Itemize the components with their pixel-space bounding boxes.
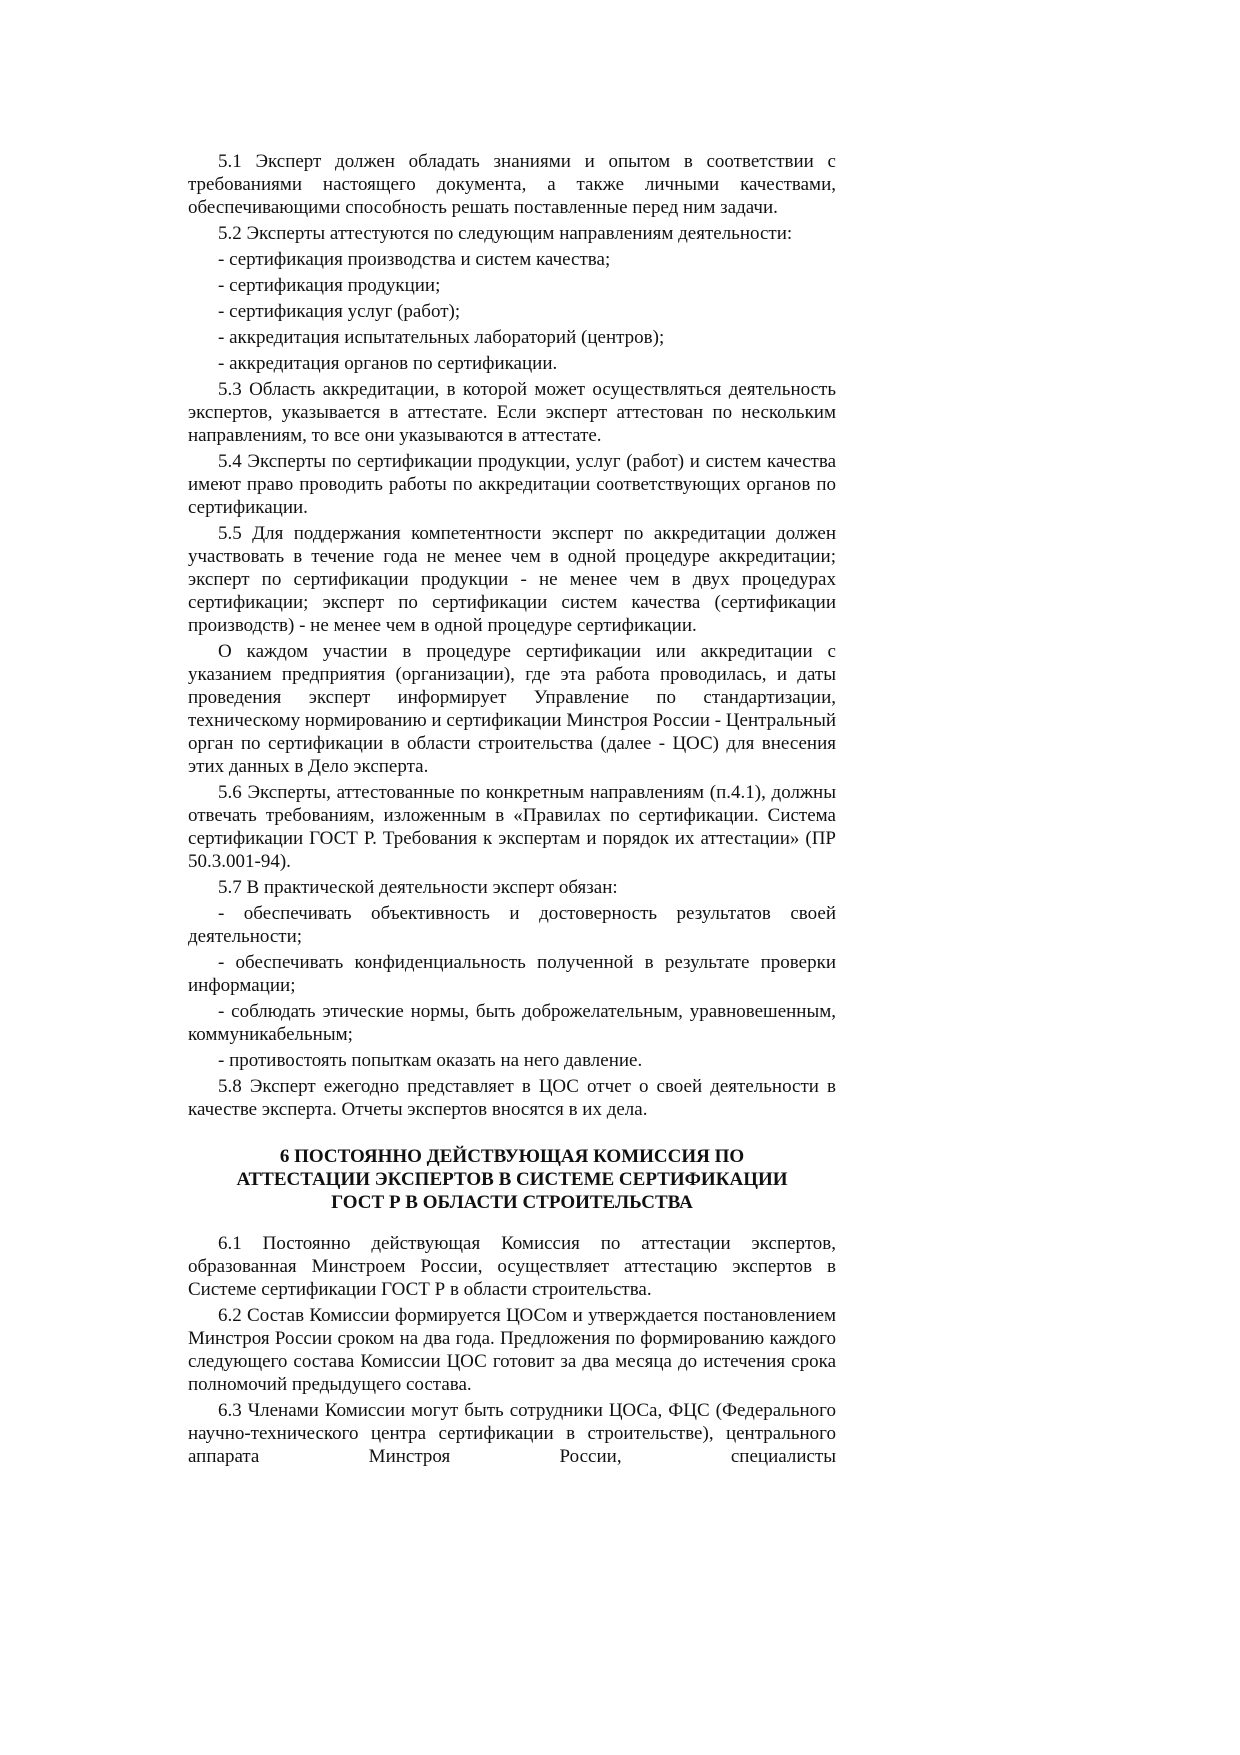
- paragraph-6-2: 6.2 Состав Комиссии формируется ЦОСом и утверждается постановлением Минстроя России сроком на два года. Предложения по формированию каждого следующего состава Комиссии ЦОС готовит за два месяца до истечения срока полномочий предыдущего состава.: [188, 1305, 836, 1395]
- list-item-certification-production: - сертификация производства и систем качества;: [218, 249, 611, 270]
- paragraph-participation-info: О каждом участии в процедуре сертификации или аккредитации с указанием предприятия (организации), где эта работа проводилась, и даты проведения эксперт информирует Управление по стандартизации, техническому нормированию и сертификации Минстроя России - Центральный орган по сертификации в области строительства (далее - ЦОС) для внесения этих данных в Дело эксперта.: [188, 641, 836, 777]
- section-6-heading-line-2: АТТЕСТАЦИИ ЭКСПЕРТОВ В СИСТЕМЕ СЕРТИФИКАЦИИ: [236, 1169, 788, 1190]
- paragraph-5-5: 5.5 Для поддержания компетентности эксперт по аккредитации должен участвовать в течение года не менее чем в одной процедуре аккредитации; эксперт по сертификации продукции - не менее чем в двух процедурах сертификации; эксперт по сертификации систем качества (сертификации производств) - не менее чем в одной процедуре сертификации.: [188, 523, 836, 636]
- list-item-accreditation-bodies: - аккредитация органов по сертификации.: [218, 353, 558, 374]
- list-item-confidentiality: - обеспечивать конфиденциальность полученной в результате проверки информации;: [188, 952, 836, 996]
- paragraph-5-3: 5.3 Область аккредитации, в которой может осуществляться деятельность экспертов, указывается в аттестате. Если эксперт аттестован по нескольким направлениям, то все они указываются в аттестате.: [188, 379, 836, 446]
- list-item-ethics: - соблюдать этические нормы, быть доброжелательным, уравновешенным, коммуникабельным;: [188, 1001, 836, 1045]
- list-item-certification-products: - сертификация продукции;: [218, 275, 441, 296]
- document-page: [188, 150, 836, 1471]
- paragraph-5-6: 5.6 Эксперты, аттестованные по конкретным направлениям (п.4.1), должны отвечать требованиям, изложенным в «Правилах по сертификации. Система сертификации ГОСТ Р. Требования к экспертам и порядок их аттестации» (ПР 50.3.001-94).: [188, 782, 836, 872]
- list-item-certification-services: - сертификация услуг (работ);: [218, 301, 461, 322]
- paragraph-5-4: 5.4 Эксперты по сертификации продукции, услуг (работ) и систем качества имеют право проводить работы по аккредитации соответствующих органов по сертификации.: [188, 451, 836, 518]
- paragraph-5-2: 5.2 Эксперты аттестуются по следующим направлениям деятельности:: [218, 223, 793, 244]
- section-6-heading: [188, 1145, 836, 1214]
- section-6-heading-line-1: 6 ПОСТОЯННО ДЕЙСТВУЮЩАЯ КОМИССИЯ ПО: [279, 1146, 745, 1167]
- paragraph-6-1: 6.1 Постоянно действующая Комиссия по аттестации экспертов, образованная Минстроем России, осуществляет аттестацию экспертов в Системе сертификации ГОСТ Р в области строительства.: [188, 1233, 836, 1300]
- paragraph-5-8: 5.8 Эксперт ежегодно представляет в ЦОС отчет о своей деятельности в качестве эксперта. Отчеты экспертов вносятся в их дела.: [188, 1076, 836, 1120]
- paragraph-6-3: 6.3 Членами Комиссии могут быть сотрудники ЦОСа, ФЦС (Федерального научно-технического центра сертификации в строительстве), центрального аппарата Минстроя России, специалисты: [188, 1400, 836, 1467]
- paragraph-5-7: 5.7 В практической деятельности эксперт обязан:: [218, 877, 618, 898]
- list-item-resist-pressure: - противостоять попыткам оказать на него давление.: [218, 1050, 643, 1071]
- section-6-heading-line-3: ГОСТ Р В ОБЛАСТИ СТРОИТЕЛЬСТВА: [331, 1192, 693, 1213]
- list-item-accreditation-labs: - аккредитация испытательных лабораторий (центров);: [218, 327, 665, 348]
- list-item-objectivity: - обеспечивать объективность и достоверность результатов своей деятельности;: [188, 903, 836, 947]
- paragraph-5-1: 5.1 Эксперт должен обладать знаниями и опытом в соответствии с требованиями настоящего документа, а также личными качествами, обеспечивающими способность решать поставленные перед ним задачи.: [188, 151, 836, 218]
